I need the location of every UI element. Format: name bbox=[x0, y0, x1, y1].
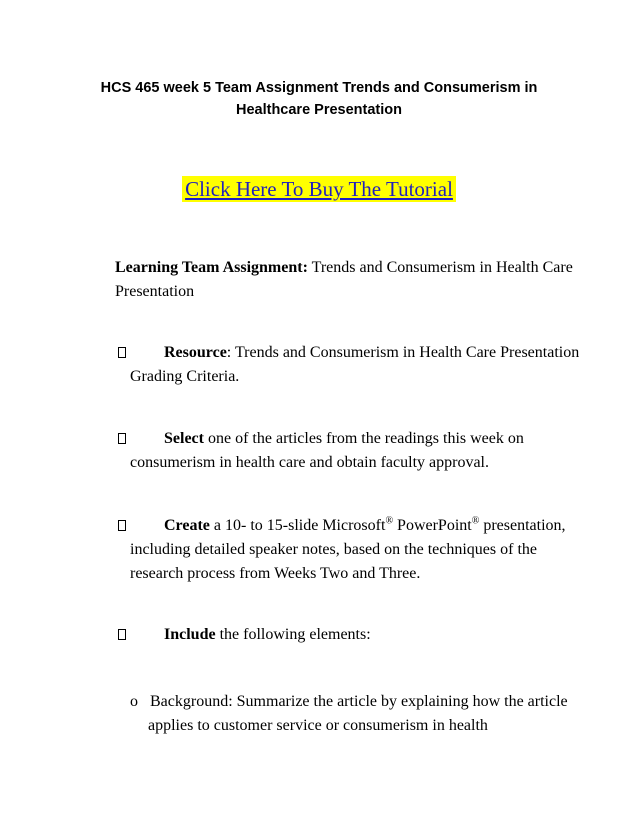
sub-item-background bbox=[130, 690, 580, 738]
bullet-body: : Trends and Consumerism in Health Care Presentation Grading Criteria. bbox=[130, 344, 580, 385]
bullet-create bbox=[115, 514, 585, 586]
sub-item-text bbox=[130, 690, 580, 738]
buy-tutorial-link[interactable]: Click Here To Buy The Tutorial bbox=[182, 176, 456, 202]
sub-item-body: Background: Summarize the article by explaining how the article applies to customer service or consumerism in health bbox=[148, 693, 568, 734]
bullet-body: the following elements: bbox=[215, 626, 371, 643]
bullet-box-icon bbox=[118, 433, 126, 444]
title-line-2: Healthcare Presentation bbox=[235, 102, 402, 118]
bullet-box-icon bbox=[118, 629, 126, 640]
bullet-text bbox=[115, 623, 585, 647]
bullet-include bbox=[115, 623, 585, 647]
cta-container bbox=[0, 176, 638, 202]
heading-text: Trends and Consumerism in Health Care Presentation bbox=[115, 259, 573, 300]
heading-label: Learning Team Assignment: bbox=[115, 259, 308, 276]
assignment-heading bbox=[115, 256, 575, 304]
bullet-text bbox=[115, 514, 585, 586]
bullet-body: PowerPoint bbox=[393, 517, 472, 534]
bullet-text bbox=[115, 427, 585, 475]
bullet-keyword: Include bbox=[164, 626, 216, 643]
bullet-box-icon bbox=[118, 347, 126, 358]
registered-mark: ® bbox=[471, 515, 480, 527]
bullet-body: one of the articles from the readings this week on consumerism in health care and obtain faculty approval. bbox=[130, 430, 524, 471]
bullet-keyword: Resource bbox=[164, 344, 227, 361]
document-title bbox=[60, 77, 578, 121]
registered-mark: ® bbox=[385, 515, 394, 527]
bullet-resource bbox=[115, 341, 585, 389]
bullet-box-icon bbox=[118, 520, 126, 531]
bullet-text bbox=[115, 341, 585, 389]
bullet-keyword: Select bbox=[164, 430, 204, 447]
bullet-keyword: Create bbox=[164, 517, 210, 534]
bullet-body: a 10- to 15-slide Microsoft bbox=[209, 517, 386, 534]
title-line-1: HCS 465 week 5 Team Assignment Trends and Consumerism in bbox=[100, 80, 538, 96]
sub-item-marker: o bbox=[130, 693, 138, 710]
bullet-body: presentation, including detailed speaker notes, based on the techniques of the research process from Weeks Two and Three. bbox=[130, 517, 566, 582]
bullet-select bbox=[115, 427, 585, 475]
